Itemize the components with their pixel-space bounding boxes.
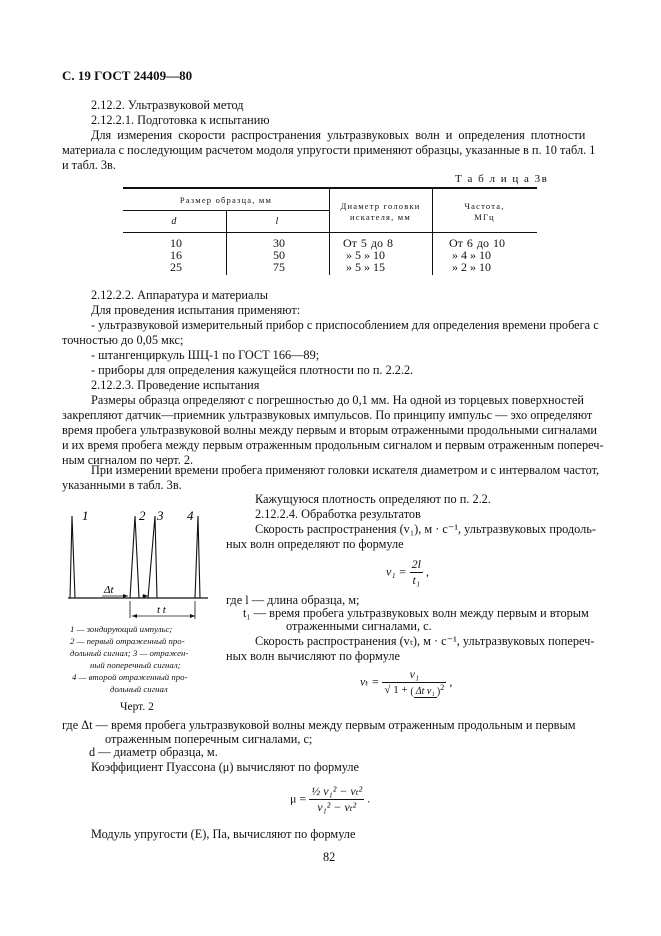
pulse-1 [70,516,75,598]
bottom-line: Модуль упругости (E), Па, вычисляют по формуле [91,827,356,841]
body-line: закрепляют датчик—приемник ультразвуковых импульсов. По принципу импульс — эхо определяют [62,408,593,422]
section-21223: 2.12.2.3. Проведение испытания [91,378,260,392]
figure-caption-line: 2 — первый отраженный про- [70,636,185,646]
table-col-group-header: Размер образца, мм [179,195,273,205]
bottom-line: d — диаметр образца, м. [89,745,218,759]
bottom-line: Коэффициент Пуассона (μ) вычисляют по формуле [91,760,359,774]
table-col-diam-1: Диаметр головки [340,201,421,211]
label-3: 3 [157,508,164,523]
body-line: ным сигналом по черт. 2. [62,453,194,467]
table-cell: От 5 до 8 [343,236,394,250]
body-line: указанными в табл. 3в. [62,478,182,492]
body-line: точностью до 0,05 мкс; [62,333,184,347]
body-line: - приборы для определения кажущейся плотности по п. 2.2.2. [91,363,414,377]
table-col-freq-2: МГц [474,212,495,222]
body-line: время пробега ультразвуковой волны между первым и вторым отраженными продольными сигналами [62,423,597,437]
table-cell: 25 [170,260,182,274]
right-line: t₁ — время пробега ультразвуковых волн между первым и вторым [243,606,589,620]
page-number: 82 [323,850,336,864]
body-line: и их время пробега между первым отраженным продольным сигналом и первым отраженным попереч- [62,438,604,452]
label-4: 4 [187,508,194,523]
body-line: Для проведения испытания применяют: [91,303,301,317]
table-cell: » 5 » 15 [346,260,385,274]
table-col-l: l [275,216,280,227]
table-cell: 16 [170,248,182,262]
formula-vt: vₜ = $\frac{\text{v₁}}{√ 1 + ( \Delta t v_1 )^2}$ , [360,667,453,698]
body-line: - ультразвуковой измерительный прибор с приспособлением для определения времени пробега с [91,318,599,332]
table-cell: » 5 » 10 [346,248,385,262]
right-line: отраженными сигналами, с. [286,619,432,633]
section-21224: 2.12.2.4. Обработка результатов [255,507,421,521]
table-col-freq-1: Частота, [464,201,505,211]
right-line: ных волн определяют по формуле [226,537,404,551]
body-line: Размеры образца определяют с погрешностью до 0,1 мм. На одной из торцевых поверхностей [91,393,584,407]
table-cell: » 2 » 10 [452,260,491,274]
table-col-d: d [171,216,178,227]
section-21222: 2.12.2.2. Аппаратура и материалы [91,288,268,302]
pulse-diagram [62,498,222,623]
right-line: Скорость распространения (vₜ), м · с⁻¹, ультразвуковых попереч- [255,634,595,648]
table-cell: От 6 до 10 [449,236,506,250]
para1-line3: и табл. 3в. [62,158,116,172]
figure-caption-line: ный поперечный сигнал; [90,660,181,670]
figure-caption-line: дольный сигнал [110,684,168,694]
bottom-line: где Δt — время пробега ультразвуковой волны между первым отраженным продольным и первым [62,718,576,732]
table-col-diam-2: искателя, мм [350,212,411,222]
right-line: Скорость распространения (v₁), м · с⁻¹, ультразвуковых продоль- [255,522,596,536]
para1-line2: материала с последующим расчетом модоля упругости применяют образцы, указанные в п. 10 табл. 1 [62,143,596,157]
formula-v1: v₁ = $\frac{2l}{\text{t₁}}$ , [386,557,429,587]
body-line: - штангенциркуль ШЦ-1 по ГОСТ 166—89; [91,348,320,362]
table-cell: 50 [273,248,285,262]
pulse-4 [195,516,200,598]
label-1: 1 [82,508,89,523]
formula-mu: μ = $\frac{\text{½ v₁² − vₜ²}}{\text{v₁² − vₜ²}}$ . [290,784,371,814]
section-2122: 2.12.2. Ультразвуковой метод [91,98,244,112]
right-line: где l — длина образца, м; [226,593,360,607]
table-top-rule [123,187,537,189]
table-cell: 75 [273,260,285,274]
section-21221: 2.12.2.1. Подготовка к испытанию [91,113,270,127]
tt-label: t t [157,604,166,616]
table-cell: 10 [170,236,182,250]
figure-caption-line: 4 — второй отраженный про- [72,672,188,682]
pulse-2 [130,516,139,598]
table-cell: 30 [273,236,285,250]
table-header-rule [123,232,537,233]
figure-caption-line: 1 — зондирующий импульс; [70,624,173,634]
bottom-line: отраженным поперечным сигналами, с; [105,732,313,746]
figure-caption-line: дольный сигнал; 3 — отражен- [70,648,189,658]
table-cell: » 4 » 10 [452,248,491,262]
body-line: При измерении времени пробега применяют головки искателя диаметром и с интервалом частот, [91,463,600,477]
figure-title: Черт. 2 [120,701,154,713]
right-line: Кажущуюся плотность определяют по п. 2.2. [255,492,491,506]
dt-label: Δt [104,584,114,596]
right-line: ных волн вычисляют по формуле [226,649,400,663]
table-title: Т а б л и ц а 3в [455,173,549,185]
label-2: 2 [139,508,146,523]
para1-line1: Для измерения скорости распространения ультразвуковых волн и определения плотности [91,128,586,142]
page-header: С. 19 ГОСТ 24409—80 [62,68,193,83]
pulse-3 [148,516,157,598]
